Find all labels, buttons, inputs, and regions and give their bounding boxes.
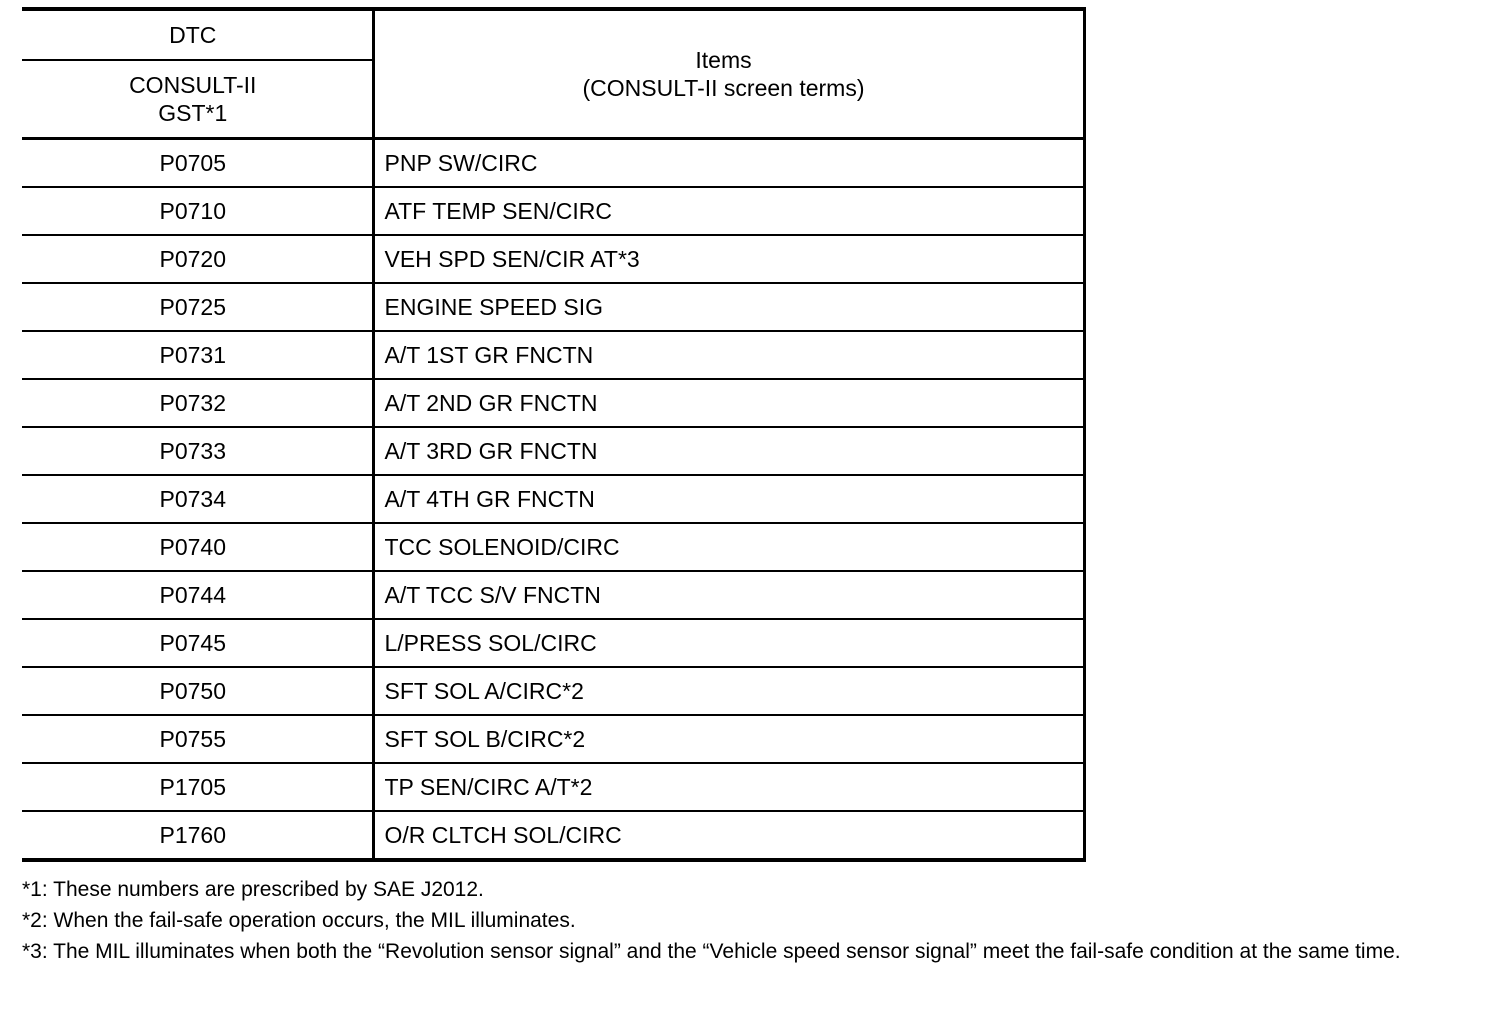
- table-row: [22, 523, 1084, 571]
- dtc-code-cell: P0725: [22, 283, 373, 331]
- item-cell: A/T 2ND GR FNCTN: [373, 379, 1084, 427]
- dtc-code-cell: P0731: [22, 331, 373, 379]
- footnotes: [22, 876, 1462, 969]
- item-cell: A/T 1ST GR FNCTN: [373, 331, 1084, 379]
- header-row-top: [22, 9, 1084, 60]
- table-row: [22, 619, 1084, 667]
- table-row: [22, 715, 1084, 763]
- consult-gst-header: [22, 60, 373, 139]
- table-row: [22, 571, 1084, 619]
- item-cell: VEH SPD SEN/CIR AT*3: [373, 235, 1084, 283]
- table-row: [22, 283, 1084, 331]
- dtc-code-cell: P0734: [22, 475, 373, 523]
- dtc-code-cell: P0720: [22, 235, 373, 283]
- dtc-code-cell: P0755: [22, 715, 373, 763]
- item-cell: A/T 4TH GR FNCTN: [373, 475, 1084, 523]
- footnote-2: *2: When the fail-safe operation occurs, the MIL illuminates.: [22, 909, 576, 932]
- dtc-header: DTC: [22, 9, 373, 60]
- table-row: [22, 427, 1084, 475]
- item-cell: SFT SOL B/CIRC*2: [373, 715, 1084, 763]
- dtc-code-cell: P0705: [22, 139, 373, 188]
- table-row: [22, 139, 1084, 188]
- item-cell: A/T 3RD GR FNCTN: [373, 427, 1084, 475]
- table-row: [22, 331, 1084, 379]
- dtc-code-cell: P0740: [22, 523, 373, 571]
- items-header-line1: Items: [695, 47, 752, 73]
- dtc-code-cell: P0744: [22, 571, 373, 619]
- items-header-line2: (CONSULT-II screen terms): [582, 75, 865, 101]
- table-row: [22, 187, 1084, 235]
- item-cell: SFT SOL A/CIRC*2: [373, 667, 1084, 715]
- item-cell: TCC SOLENOID/CIRC: [373, 523, 1084, 571]
- footnote-3: *3: The MIL illuminates when both the “Revolution sensor signal” and the “Vehicle speed sensor signal” meet the fail-safe condition at the same time.: [22, 940, 1401, 963]
- item-cell: TP SEN/CIRC A/T*2: [373, 763, 1084, 811]
- item-cell: PNP SW/CIRC: [373, 139, 1084, 188]
- items-header: [373, 9, 1084, 139]
- table-row: [22, 235, 1084, 283]
- footnote-1: *1: These numbers are prescribed by SAE J2012.: [22, 878, 484, 901]
- item-cell: ATF TEMP SEN/CIRC: [373, 187, 1084, 235]
- table-row: [22, 763, 1084, 811]
- dtc-code-cell: P0732: [22, 379, 373, 427]
- item-cell: A/T TCC S/V FNCTN: [373, 571, 1084, 619]
- dtc-code-cell: P0733: [22, 427, 373, 475]
- table-row: [22, 667, 1084, 715]
- item-cell: ENGINE SPEED SIG: [373, 283, 1084, 331]
- dtc-code-cell: P0745: [22, 619, 373, 667]
- item-cell: L/PRESS SOL/CIRC: [373, 619, 1084, 667]
- item-cell: O/R CLTCH SOL/CIRC: [373, 811, 1084, 860]
- dtc-code-cell: P1705: [22, 763, 373, 811]
- dtc-table-body: [22, 9, 1084, 860]
- table-row: [22, 475, 1084, 523]
- table-row: [22, 811, 1084, 860]
- dtc-code-cell: P1760: [22, 811, 373, 860]
- gst-header-line: GST*1: [158, 100, 228, 126]
- dtc-table: [22, 7, 1086, 862]
- dtc-code-cell: P0750: [22, 667, 373, 715]
- table-row: [22, 379, 1084, 427]
- consult-header-line: CONSULT-II: [129, 72, 257, 98]
- dtc-code-cell: P0710: [22, 187, 373, 235]
